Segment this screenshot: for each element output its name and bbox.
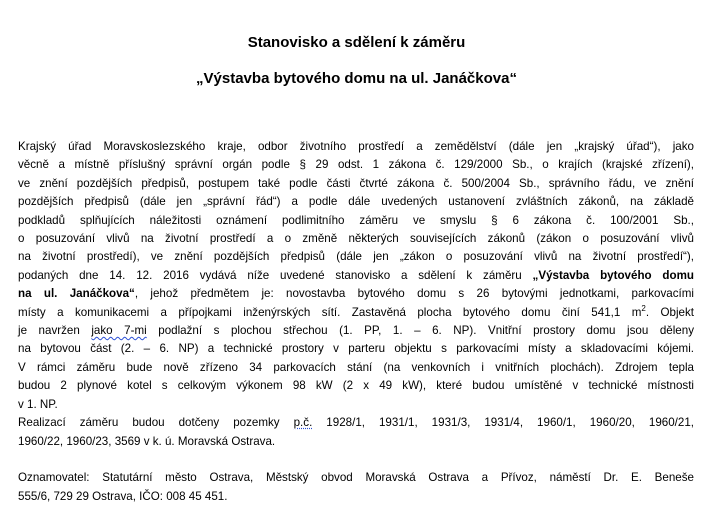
project-name-bold: „Výstavba bytového domu [532, 268, 694, 282]
body-text: podlažní s plochou střechou (1. PP, 1. – 6. NP). Vnitřní prostory domu jsou děleny [146, 324, 695, 338]
document-title: Stanovisko a sdělení k záměru [247, 34, 466, 51]
body-line: podkladů splňujících náležitosti oznámení podlimitního záměru ve smyslu § 6 zákona č. 100/2001 Sb., [18, 213, 694, 227]
body-line: 555/6, 729 29 Ostrava, IČO: 008 45 451. [18, 489, 228, 503]
spellcheck-marked-text: p.č. [293, 416, 313, 430]
body-line [18, 267, 694, 285]
body-text: je navržen [18, 324, 92, 338]
body-text: Realizací záměru budou dotčeny pozemky [18, 416, 294, 430]
spellcheck-marked-text: jako 7-mi [91, 324, 147, 338]
body-line: věcně a místně příslušný správní orgán podle § 29 odst. 1 zákona č. 129/2000 Sb., o krajích (krajské zřízení), [18, 158, 694, 172]
body-line: 1960/22, 1960/23, 3569 v k. ú. Moravská Ostrava. [18, 434, 276, 448]
body-text: , jehož předmětem je: novostavba bytového domu s 26 bytovými jednotkami, parkovacími [134, 287, 695, 301]
body-line: Oznamovatel: Statutární město Ostrava, Městský obvod Moravská Ostrava a Přívoz, náměstí Dr. E. Beneše [18, 471, 694, 485]
body-line: v 1. NP. [18, 397, 58, 411]
project-name-bold: na ul. Janáčkova“ [18, 287, 135, 301]
paragraph-gap [18, 451, 694, 469]
project-title: „Výstavba bytového domu na ul. Janáčkova“ [196, 70, 517, 87]
document-body [18, 138, 694, 506]
body-line: o posuzování vlivů na životní prostředí a o změně některých souvisejících zákonů (zákon o posuzování vlivů [18, 232, 694, 246]
body-line: na bytovou část (2. – 6. NP) a technické prostory v parteru objektu s parkovacími místy a skladovacími kójemi. [18, 342, 694, 356]
body-line: ve znění pozdějších předpisů, postupem také podle části čtvrté zákona č. 500/2004 Sb., správního řádu, ve znění [18, 176, 694, 190]
body-text: 1928/1, 1931/1, 1931/3, 1931/4, 1960/1, 1960/20, 1960/21, [312, 416, 694, 430]
body-line: na životní prostředí), ve znění pozdějších předpisů (dále jen „zákon o posuzování vlivů na životní prostředí“), [18, 250, 694, 264]
body-text: . Objekt [645, 305, 694, 319]
body-text: místy a komunikacemi a přípojkami inženýrských sítí. Zastavěná plocha bytového domu činí 541,1 m [18, 305, 642, 319]
body-line [18, 414, 694, 432]
superscript: 2 [641, 303, 646, 313]
body-line [18, 285, 694, 303]
body-line [18, 304, 694, 322]
body-text: podaných dne 14. 12. 2016 vydává níže uvedené stanovisko a sdělení k záměru [18, 268, 533, 282]
body-line: budou 2 plynové kotel s celkovým výkonem 98 kW (2 x 49 kW), které budou umístěné v technické místnosti [18, 379, 694, 393]
body-line [18, 322, 694, 340]
body-line: pozdějších předpisů (dále jen „správní řád“) a podle dále uvedených ustanovení zvláštních zákonů, na základě [18, 195, 694, 209]
body-line: Krajský úřad Moravskoslezského kraje, odbor životního prostředí a zemědělství (dále jen „krajský úřad“), jako [18, 140, 694, 153]
body-line: V rámci záměru bude nově zřízeno 34 parkovacích stání (na venkovních i vnitřních plochách). Zdrojem tepla [18, 360, 694, 374]
